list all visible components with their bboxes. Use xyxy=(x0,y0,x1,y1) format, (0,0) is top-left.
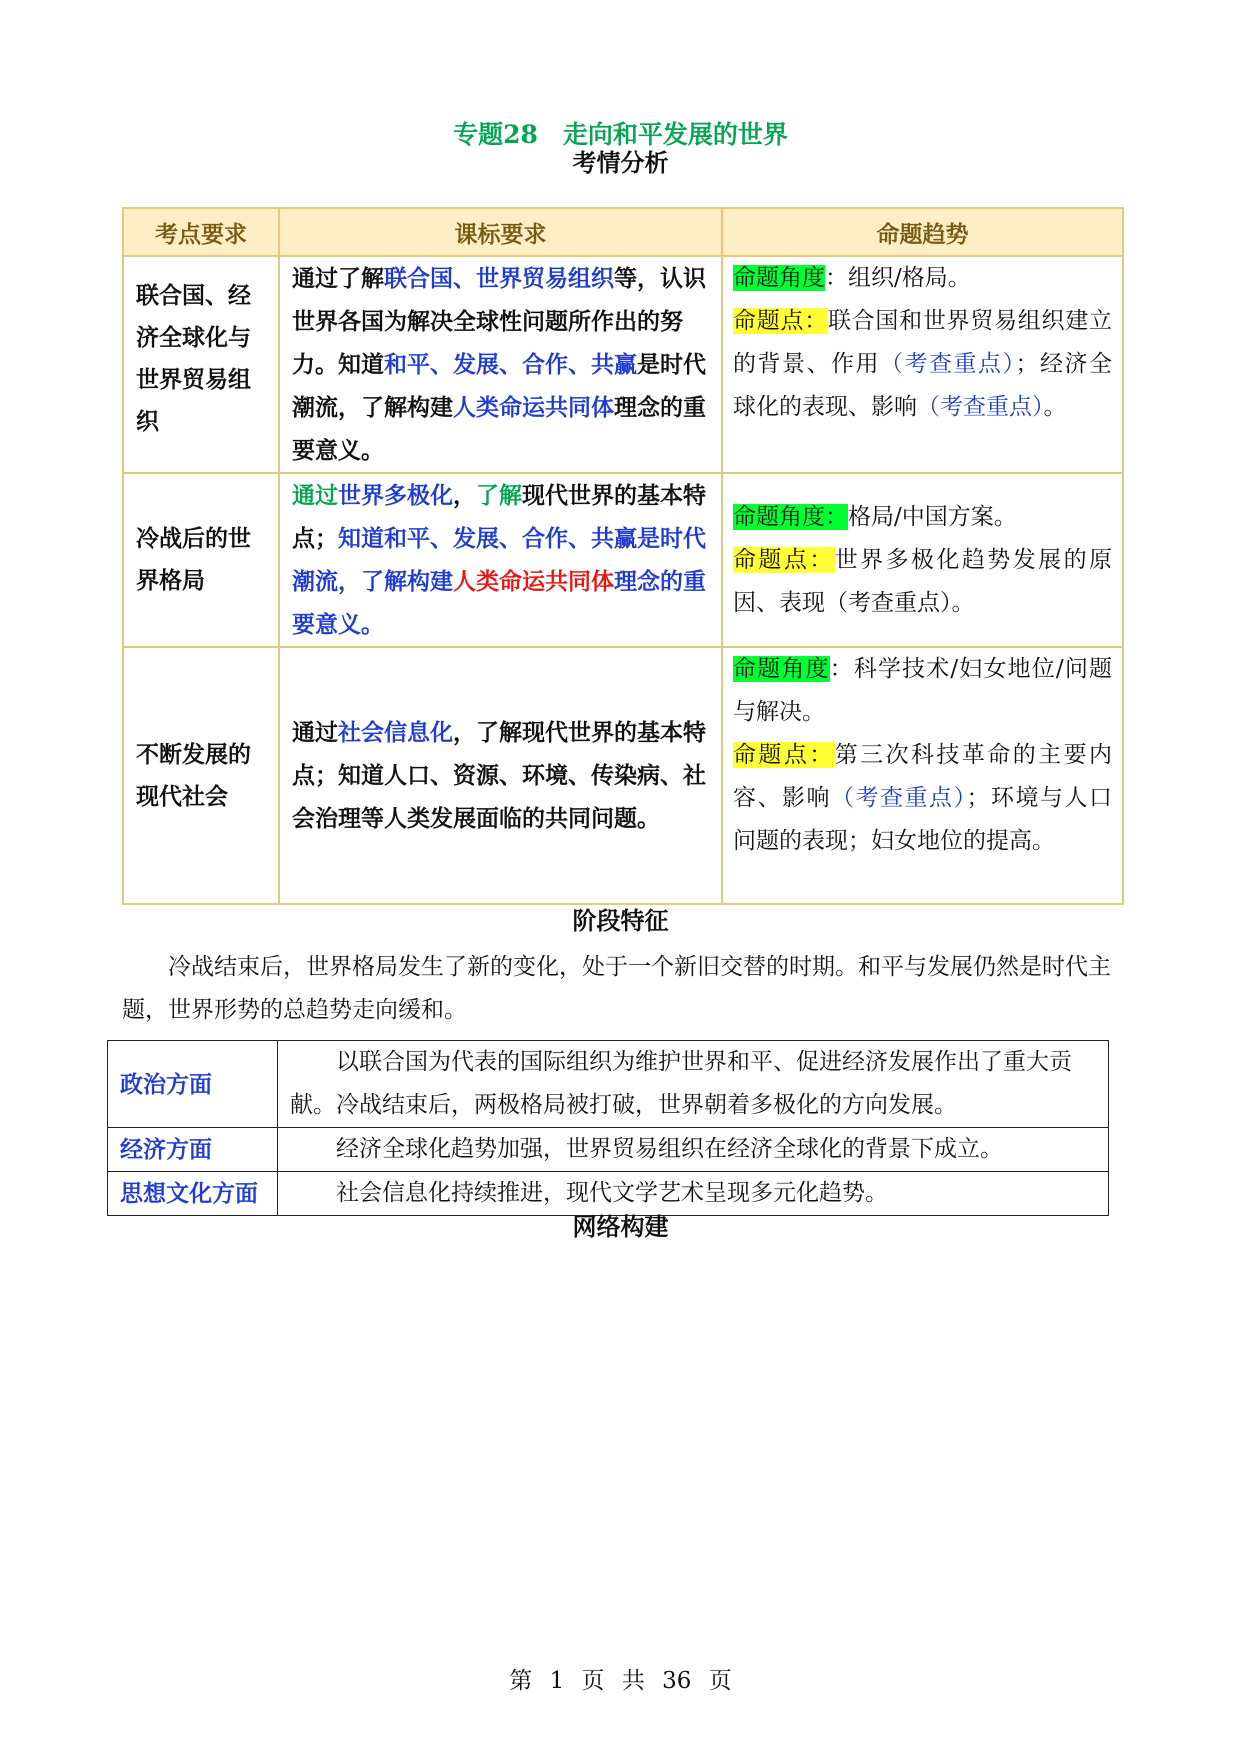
text-segment: ；经济全球化的表现、影响 xyxy=(733,351,1112,420)
text-segment: 通过了解 xyxy=(292,265,384,292)
text-segment: 命题角度： xyxy=(733,503,848,530)
text-segment: 和平、发展、合作、共赢 xyxy=(384,351,637,378)
stage-text: 经济全球化趋势加强，世界贸易组织在经济全球化的背景下成立。 xyxy=(278,1128,1109,1172)
text-segment: 格局/中国方案。 xyxy=(848,503,1017,530)
topic-cell: 联合国、经济全球化与世界贸易组织 xyxy=(123,256,279,473)
text-segment: 通过 xyxy=(292,482,338,509)
table-row xyxy=(123,473,1123,647)
text-segment: 命题点： xyxy=(733,546,835,573)
trend-cell xyxy=(722,647,1123,904)
standard-cell xyxy=(279,473,722,647)
text-segment: （考查重点） xyxy=(831,785,967,811)
page-title: 专题28 走向和平发展的世界 xyxy=(453,120,788,149)
text-segment: 现代世界的基本特点； xyxy=(292,482,706,552)
text-segment: ：科学技术/妇女地位/问题与解决。 xyxy=(733,656,1112,725)
text-segment: 联合国和世界贸易组织建立的背景、作用 xyxy=(733,308,1113,377)
text-segment: 第三次科技革命的主要内容、影响 xyxy=(733,742,1113,811)
text-segment: 。 xyxy=(1043,394,1067,420)
table-row xyxy=(123,256,1123,473)
text-segment: 人类命运共同体 xyxy=(453,394,614,421)
trend-line xyxy=(733,539,1112,625)
table-row xyxy=(108,1041,1109,1128)
text-segment: （考查重点） xyxy=(917,394,1044,420)
text-segment: 人类命运共同体 xyxy=(453,568,614,595)
text-segment: ， xyxy=(453,482,476,509)
trend-line xyxy=(733,648,1112,734)
standard-cell xyxy=(279,256,722,473)
section-heading-network: 网络构建 xyxy=(572,1212,669,1241)
text-segment: ，了解现代世界的基本特点；知道人口、资源、环境、传染病、社会治理等人类发展面临的共同问题。 xyxy=(292,719,706,832)
text-segment: 知道和平、发展、合作、共赢是时代潮流，了解构建 xyxy=(292,525,706,595)
text-segment: 命题角度 xyxy=(733,656,830,682)
text-segment: 世界多极化趋势发展的原因、表现（考查重点）。 xyxy=(733,546,1113,616)
exam-analysis-table xyxy=(122,207,1124,905)
section-heading-stage: 阶段特征 xyxy=(572,906,669,935)
text-segment: 等，认识世界各国为解决全球性问题所作出的努力。知道 xyxy=(292,265,706,378)
stage-label: 思想文化方面 xyxy=(108,1172,278,1216)
table-row xyxy=(108,1128,1109,1172)
text-segment: 理念的重要意义。 xyxy=(292,394,706,464)
table-header-row xyxy=(123,208,1123,256)
trend-cell xyxy=(722,473,1123,647)
text-segment: 命题点： xyxy=(733,308,828,334)
header-standard: 课标要求 xyxy=(279,208,722,256)
header-trend: 命题趋势 xyxy=(722,208,1123,256)
text-segment: 命题角度 xyxy=(733,265,825,291)
trend-line xyxy=(733,300,1112,429)
text-segment: ：组织/格局。 xyxy=(825,265,971,291)
stage-paragraph: 冷战结束后，世界格局发生了新的变化，处于一个新旧交替的时期。和平与发展仍然是时代主题，世界形势的总趋势走向缓和。 xyxy=(122,954,1111,1023)
standard-cell xyxy=(279,647,722,904)
topic-cell: 不断发展的现代社会 xyxy=(123,647,279,904)
stage-label: 经济方面 xyxy=(108,1128,278,1172)
page-footer: 第 1 页 共 36 页 xyxy=(509,1668,732,1694)
text-segment: 是时代潮流，了解构建 xyxy=(292,351,706,421)
stage-label: 政治方面 xyxy=(108,1041,278,1128)
stage-text: 以联合国为代表的国际组织为维护世界和平、促进经济发展作出了重大贡献。冷战结束后，两极格局被打破，世界朝着多极化的方向发展。 xyxy=(278,1041,1109,1128)
text-segment: 了解 xyxy=(476,482,522,509)
trend-line xyxy=(733,496,1112,539)
text-segment: （考查重点） xyxy=(880,351,1016,377)
text-segment: 理念的重要意义。 xyxy=(292,568,706,638)
text-segment: 联合国、世界贸易组织 xyxy=(384,265,614,292)
text-segment: 社会信息化 xyxy=(338,719,453,746)
topic-cell: 冷战后的世界格局 xyxy=(123,473,279,647)
table-row xyxy=(108,1172,1109,1216)
trend-line xyxy=(733,257,1112,300)
section-heading-analysis: 考情分析 xyxy=(572,148,669,177)
table-row xyxy=(123,647,1123,904)
stage-features-table xyxy=(107,1040,1109,1216)
text-segment: 命题点： xyxy=(733,742,835,768)
text-segment: 通过 xyxy=(292,719,338,746)
header-topic: 考点要求 xyxy=(123,208,279,256)
text-segment: 世界多极化 xyxy=(338,482,453,509)
trend-cell xyxy=(722,256,1123,473)
trend-line xyxy=(733,734,1112,863)
text-segment: ；环境与人口问题的表现；妇女地位的提高。 xyxy=(733,785,1112,854)
stage-text: 社会信息化持续推进，现代文学艺术呈现多元化趋势。 xyxy=(278,1172,1109,1216)
